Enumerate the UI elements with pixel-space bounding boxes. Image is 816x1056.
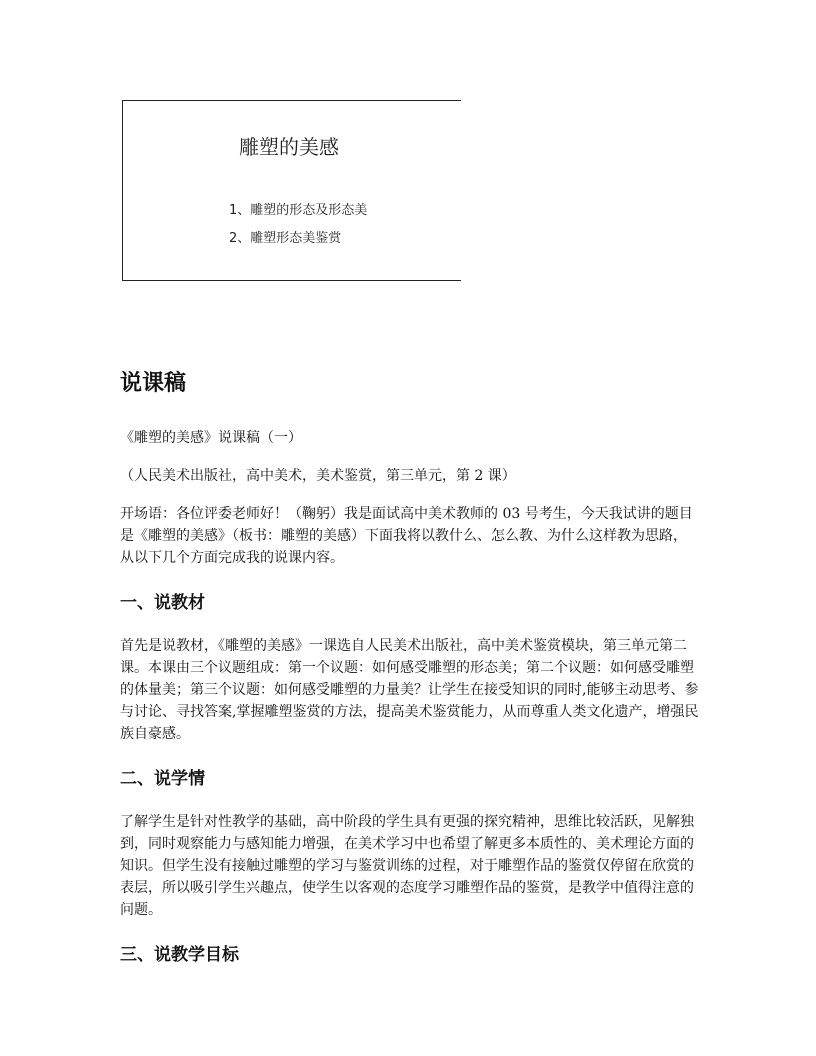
document-body xyxy=(120,367,700,968)
slide-title: 雕塑的美感 xyxy=(239,135,339,159)
publisher-line: （人民美术出版社，高中美术，美术鉴赏，第三单元，第 2 课） xyxy=(120,468,516,484)
intro-paragraph: 开场语：各位评委老师好！（鞠躬）我是面试高中美术教师的 03 号考生，今天我试讲的题目是《雕塑的美感》（板书：雕塑的美感）下面我将以教什么、怎么教、为什么这样教为思路，从以下几个方面完成我的说课内容。 xyxy=(120,506,693,566)
document-title: 说课稿 xyxy=(120,371,187,396)
section-body-textbook: 首先是说教材，《雕塑的美感》一课选自人民美术出版社，高中美术鉴赏模块，第三单元第二课。本课由三个议题组成：第一个议题：如何感受雕塑的形态美；第二个议题：如何感受雕塑的体量美；第三个议题：如何感受雕塑的力量美？让学生在接受知识的同时,能够主动思考、参与讨论、寻找答案,掌握雕塑鉴赏的方法，提高美术鉴赏能力，从而尊重人类文化遗产，增强民族自豪感。 xyxy=(120,638,699,742)
slide-thumbnail xyxy=(122,100,461,281)
section-body-students: 了解学生是针对性教学的基础，高中阶段的学生具有更强的探究精神，思维比较活跃，见解独到，同时观察能力与感知能力增强，在美术学习中也希望了解更多本质性的、美术理论方面的知识。但学生没有接触过雕塑的学习与鉴赏训练的过程，对于雕塑作品的鉴赏仅停留在欣赏的表层，所以吸引学生兴趣点，使学生以客观的态度学习雕塑作品的鉴赏，是教学中值得注意的问题。 xyxy=(120,814,694,918)
lesson-subtitle: 《雕塑的美感》说课稿（一） xyxy=(120,430,302,446)
slide-item: 1、雕塑的形态及形态美 xyxy=(229,203,368,218)
section-heading-objectives: 三、说教学目标 xyxy=(120,945,239,965)
slide-item: 2、雕塑形态美鉴赏 xyxy=(229,231,342,246)
section-heading-students: 二、说学情 xyxy=(120,769,205,789)
section-heading-textbook: 一、说教材 xyxy=(120,593,205,613)
